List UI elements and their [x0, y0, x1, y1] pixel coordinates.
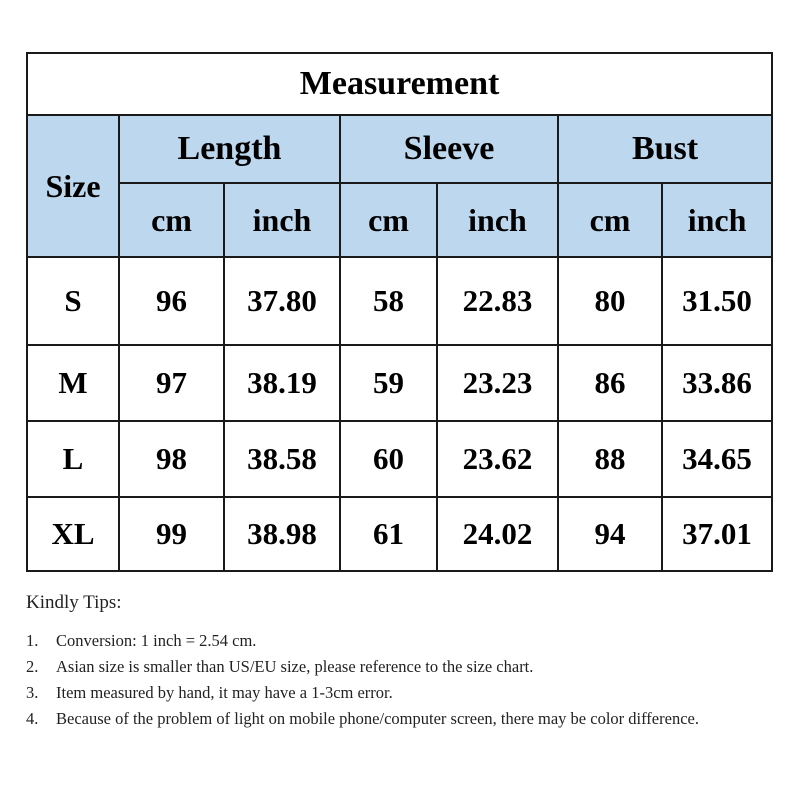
- list-number: 3.: [26, 683, 39, 702]
- table-row: [27, 257, 772, 345]
- table-cell: 94: [558, 497, 662, 571]
- table-cell: 23.23: [437, 345, 558, 421]
- sleeve-header: Sleeve: [340, 115, 558, 183]
- table-cell: 33.86: [662, 345, 772, 421]
- list-text: Because of the problem of light on mobile phone/computer screen, there may be color difference.: [56, 709, 699, 728]
- table-title: Measurement: [27, 53, 772, 115]
- table-cell: 38.19: [224, 345, 340, 421]
- table-row: [27, 421, 772, 497]
- table-cell: 61: [340, 497, 437, 571]
- table-cell: 23.62: [437, 421, 558, 497]
- unit-header-row: [27, 183, 772, 257]
- list-text: Asian size is smaller than US/EU size, please reference to the size chart.: [56, 657, 534, 676]
- size-chart-table: [26, 52, 773, 572]
- tips-list: [26, 628, 776, 731]
- list-text: Conversion: 1 inch = 2.54 cm.: [56, 631, 257, 650]
- list-item: [26, 628, 776, 653]
- table-cell: 88: [558, 421, 662, 497]
- table-cell: 38.58: [224, 421, 340, 497]
- kindly-tips: [26, 592, 776, 732]
- size-cell: XL: [27, 497, 119, 571]
- list-number: 1.: [26, 631, 39, 650]
- table-cell: 38.98: [224, 497, 340, 571]
- list-item: [26, 680, 776, 705]
- table-cell: 34.65: [662, 421, 772, 497]
- list-text: Item measured by hand, it may have a 1-3cm error.: [56, 683, 393, 702]
- table-cell: 59: [340, 345, 437, 421]
- size-cell: S: [27, 257, 119, 345]
- group-header-row: [27, 115, 772, 183]
- table-cell: 86: [558, 345, 662, 421]
- table-cell: 22.83: [437, 257, 558, 345]
- tips-title: Kindly Tips:: [26, 592, 122, 613]
- table-cell: 96: [119, 257, 224, 345]
- bust-header: Bust: [558, 115, 772, 183]
- table-cell: 37.01: [662, 497, 772, 571]
- unit-header: inch: [662, 183, 772, 257]
- size-cell: M: [27, 345, 119, 421]
- unit-header: cm: [558, 183, 662, 257]
- unit-header: cm: [340, 183, 437, 257]
- table-cell: 97: [119, 345, 224, 421]
- table-cell: 60: [340, 421, 437, 497]
- unit-header: inch: [224, 183, 340, 257]
- size-header: Size: [27, 115, 119, 257]
- list-number: 4.: [26, 709, 39, 728]
- list-item: [26, 654, 776, 679]
- table-row: [27, 345, 772, 421]
- table-cell: 37.80: [224, 257, 340, 345]
- unit-header: inch: [437, 183, 558, 257]
- list-number: 2.: [26, 657, 39, 676]
- table-cell: 24.02: [437, 497, 558, 571]
- unit-header: cm: [119, 183, 224, 257]
- table-cell: 80: [558, 257, 662, 345]
- table-cell: 58: [340, 257, 437, 345]
- table-row: [27, 497, 772, 571]
- table-cell: 99: [119, 497, 224, 571]
- length-header: Length: [119, 115, 340, 183]
- title-row: [27, 53, 772, 115]
- size-cell: L: [27, 421, 119, 497]
- table-cell: 31.50: [662, 257, 772, 345]
- table-cell: 98: [119, 421, 224, 497]
- list-item: [26, 706, 776, 731]
